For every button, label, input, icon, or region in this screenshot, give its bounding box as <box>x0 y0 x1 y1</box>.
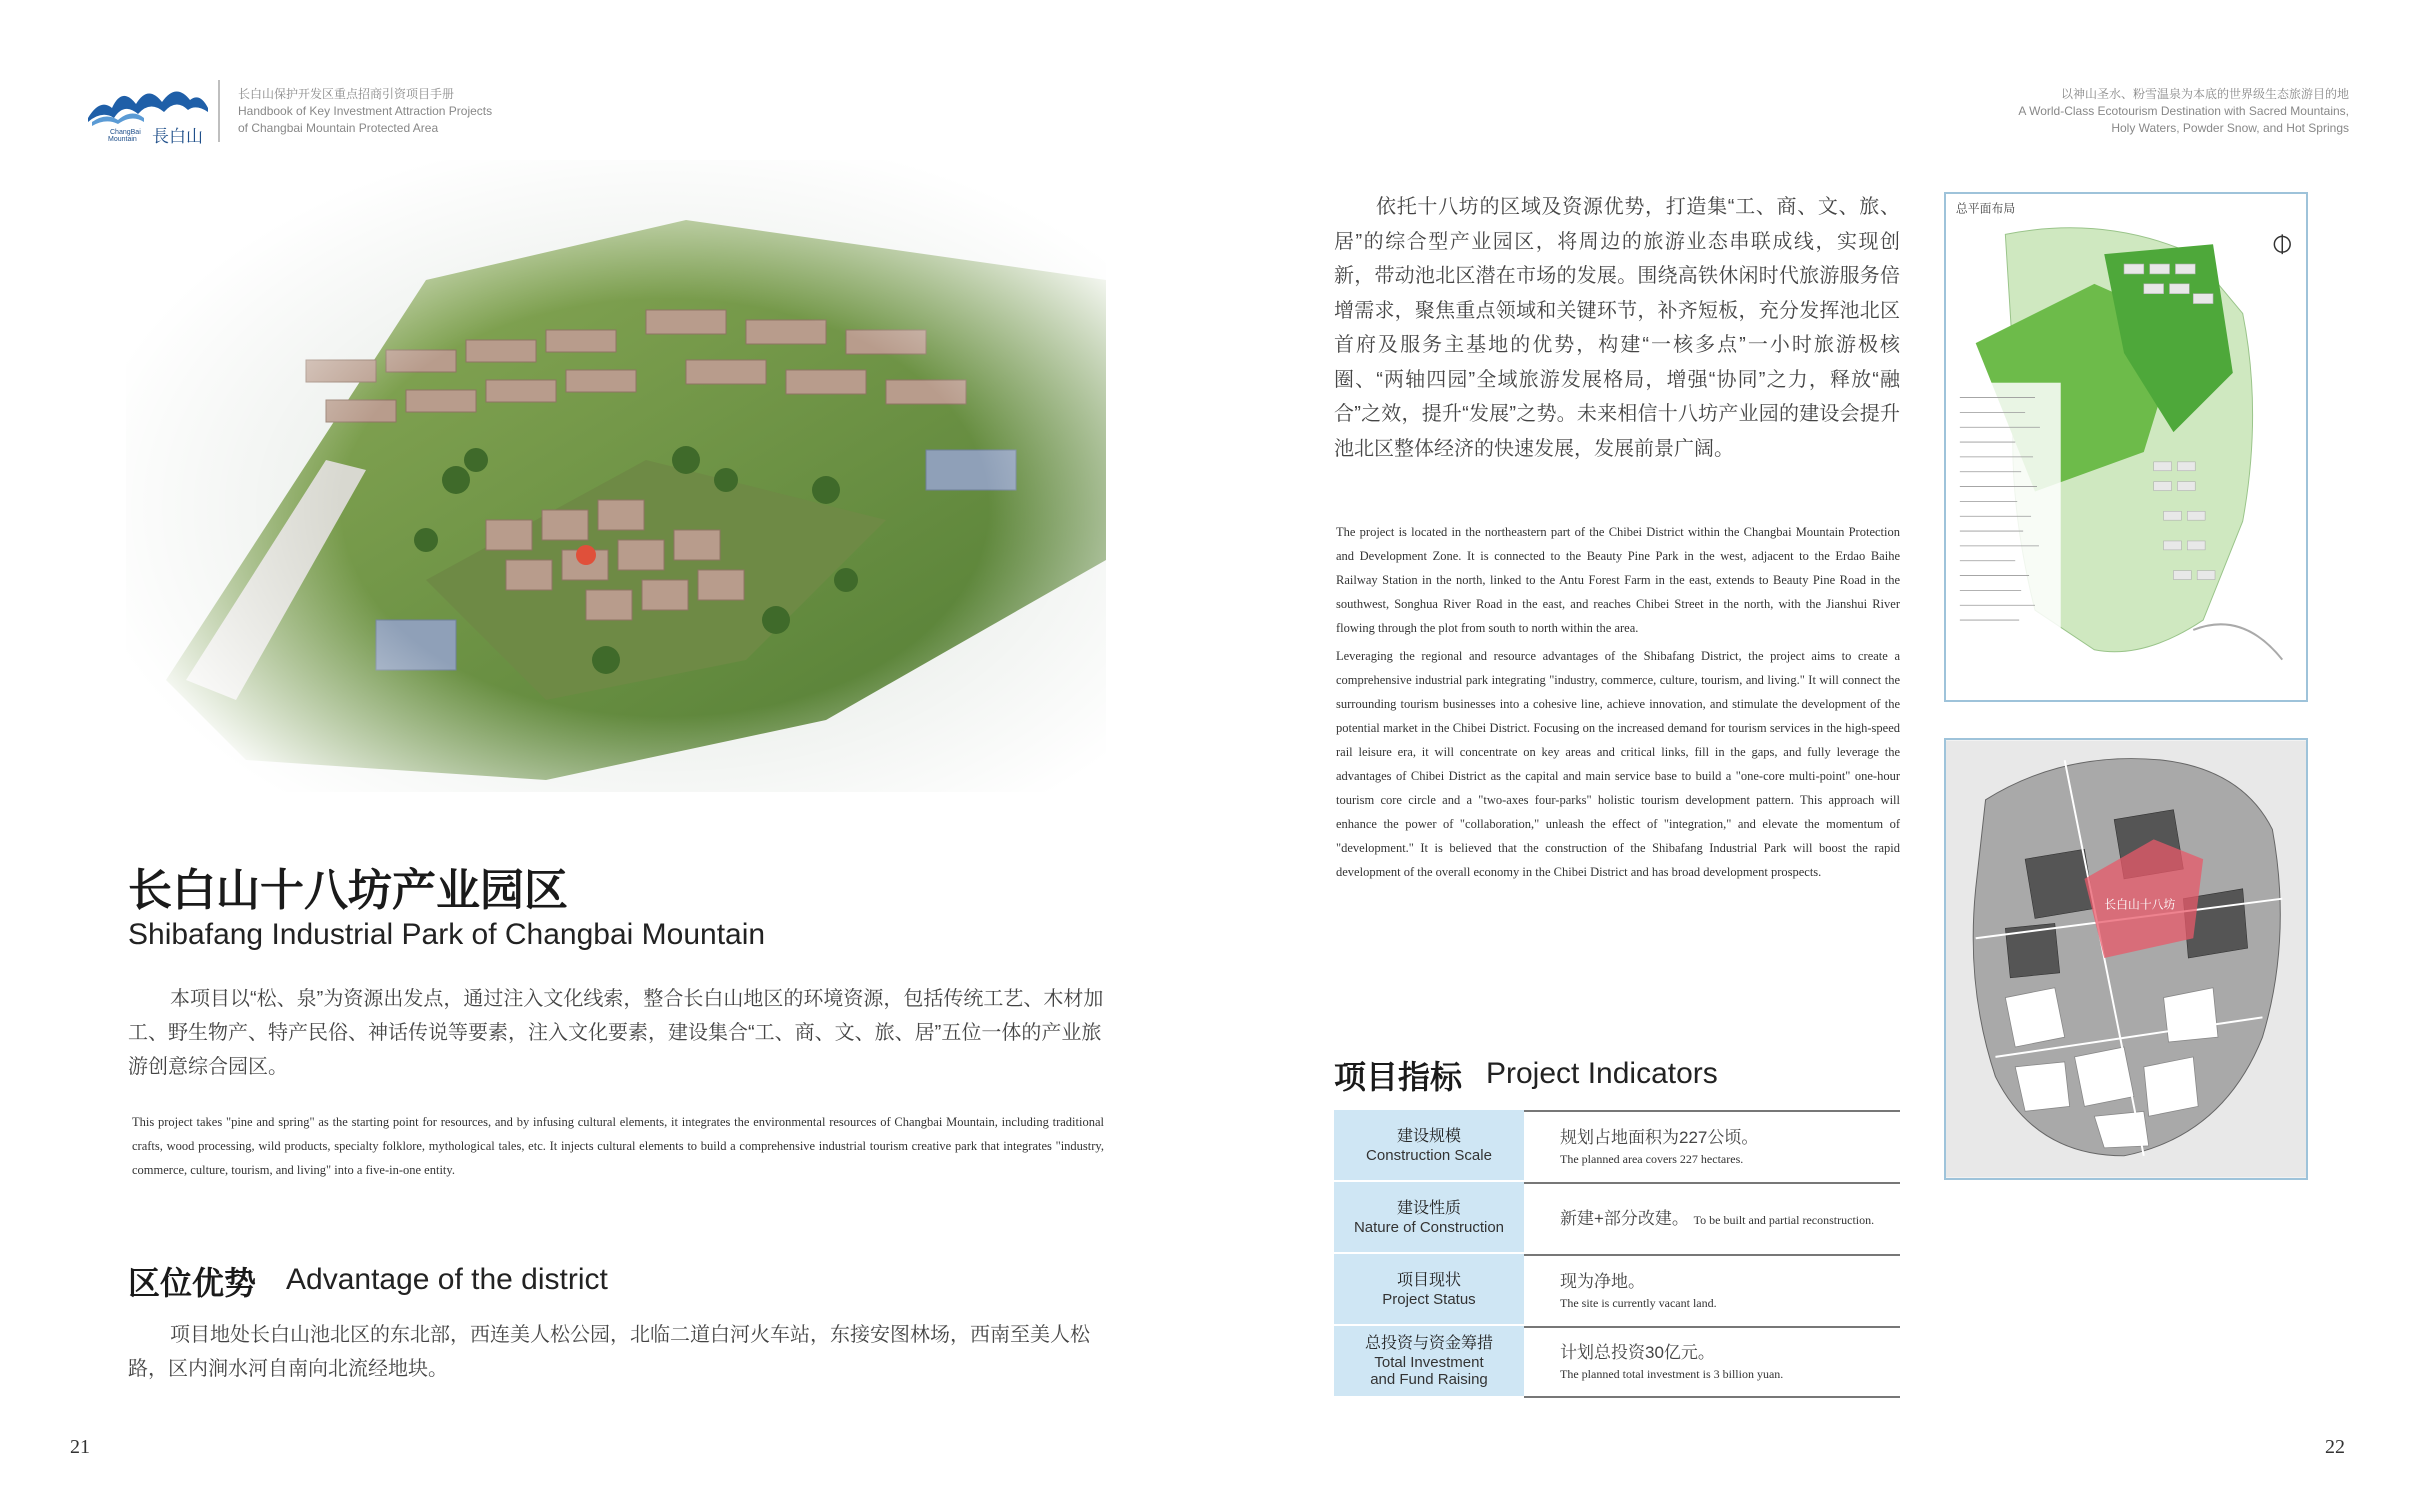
indicator-label-en: Nature of Construction <box>1353 1218 1505 1236</box>
indicator-value-line <box>1560 1207 1900 1232</box>
slogan-en-2: Holy Waters, Powder Snow, and Hot Springs <box>2111 121 2349 135</box>
slogan-en-1: A World-Class Ecotourism Destination with Sacred Mountains, <box>2018 104 2349 118</box>
handbook-title-cn: 长白山保护开发区重点招商引资项目手册 <box>238 87 455 101</box>
indicator-label-en-2: and Fund Raising <box>1370 1371 1488 1388</box>
project-title-en: Shibafang Industrial Park of Changbai Mountain <box>128 918 766 951</box>
indicator-value-en: The planned total investment is 3 billion yuan. <box>1560 1367 1784 1381</box>
indicator-label-cn: 建设规模 <box>1396 1127 1461 1145</box>
svg-text:Mountain: Mountain <box>108 136 137 143</box>
handbook-title-en-1: Handbook of Key Investment Attraction Projects <box>238 104 493 118</box>
master-plan-map <box>1944 192 2308 702</box>
project-intro-cn: 本项目以“松、泉”为资源出发点，通过注入文化线索，整合长白山地区的环境资源，包括传统工艺、木材加工、野生物产、特产民俗、神话传说等要素，注入文化要素，建设集合“工、商、文、旅、居”五位一体的产业旅游创意综合园区。 <box>128 988 1104 1078</box>
indicator-row <box>1334 1182 1900 1254</box>
page-number-left: 21 <box>70 1436 90 1458</box>
indicator-value-en: The planned area covers 227 hectares. <box>1560 1152 1744 1166</box>
page-number-right: 22 <box>2325 1436 2345 1458</box>
indicator-label <box>1334 1254 1524 1326</box>
district-heading-en: Advantage of the district <box>286 1263 608 1296</box>
indicator-label-cn: 项目现状 <box>1396 1271 1461 1289</box>
location-map <box>1944 738 2308 1180</box>
district-text-cn: 项目地处长白山池北区的东北部，西连美人松公园，北临二道白河火车站，东接安图林场，西南至美人松路，区内涧水河自南向北流经地块。 <box>128 1324 1090 1380</box>
changbai-mountain-logo <box>86 78 212 144</box>
district-heading-cn: 区位优势 <box>128 1265 257 1301</box>
indicator-row <box>1334 1110 1900 1182</box>
svg-text:ChangBai: ChangBai <box>110 129 141 136</box>
indicators-table <box>1334 1110 1900 1398</box>
indicator-value <box>1524 1254 1900 1326</box>
indicator-value-cn: 计划总投资30亿元。 <box>1560 1343 1715 1362</box>
indicator-row <box>1334 1326 1900 1398</box>
handbook-title-en-2: of Changbai Mountain Protected Area <box>238 121 439 135</box>
indicator-label-en-1: Total Investment <box>1374 1354 1484 1371</box>
project-intro-en: This project takes "pine and spring" as the starting point for resources, and by infusing cultural elements, it integrates the environmental resources of Changbai Mountain, including traditional crafts, wood processing, wild products, specialty folklore, mythological tales, etc. It injects cultural elements to build a comprehensive industrial tourism creative park that integrates "industry, commerce, culture, tourism, and living" into a five-in-one entity. <box>132 1115 1104 1177</box>
svg-text:長白山: 長白山 <box>152 127 203 144</box>
indicator-value-en: To be built and partial reconstruction. <box>1693 1212 1875 1227</box>
svg-text:长白山十八坊: 长白山十八坊 <box>2104 897 2176 912</box>
district-text2-cn <box>1334 190 1900 466</box>
header-divider <box>218 80 220 142</box>
aerial-rendering-image <box>126 160 1106 792</box>
indicator-label-en: Project Status <box>1382 1290 1476 1308</box>
svg-text:总平面布局: 总平面布局 <box>1955 201 2016 216</box>
project-title-cn: 长白山十八坊产业园区 <box>128 865 568 916</box>
indicator-value <box>1524 1110 1900 1182</box>
indicator-label <box>1334 1182 1524 1254</box>
indicator-label-cn: 总投资与资金筹措 <box>1364 1335 1493 1352</box>
indicator-value-cn: 新建+部分改建。 <box>1560 1208 1689 1228</box>
indicator-label-en: Construction Scale <box>1366 1146 1492 1164</box>
indicator-row <box>1334 1254 1900 1326</box>
indicators-heading-cn: 项目指标 <box>1334 1059 1463 1095</box>
indicator-value-en: The site is currently vacant land. <box>1560 1296 1717 1310</box>
district-text-en <box>1336 520 1900 888</box>
indicator-label <box>1334 1110 1524 1182</box>
district-text-en-1: The project is located in the northeastern part of the Chibei District within the Changbai Mountain Protection and Development Zone. It is connected to the Beauty Pine Park in the west, adjacent to the Erdao Baihe Railway Station in the north, linked to the Antu Forest Farm in the east, extends to Beauty Pine Road in the southwest, Songhua River Road in the east, and reaches Chibei Street in the north, with the Jianshui River flowing through the plot from south to north within the area. <box>1336 525 1900 635</box>
handbook-title <box>238 86 492 137</box>
indicator-value-cn: 规划占地面积为227公顷。 <box>1560 1128 1759 1147</box>
slogan-cn: 以神山圣水、粉雪温泉为本底的世界级生态旅游目的地 <box>2060 87 2349 101</box>
district-text2-cn-paragraph: 依托十八坊的区域及资源优势，打造集“工、商、文、旅、居”的综合型产业园区，将周边的旅游业态串联成线，实现创新，带动池北区潜在市场的发展。围绕高铁休闲时代旅游服务倍增需求，聚焦重点领域和关键环节，补齐短板，充分发挥池北区首府及服务主基地的优势，构建“一核多点”一小时旅游极核圈、“两轴四园”全域旅游发展格局，增强“协同”之力，释放“融合”之效，提升“发展”之势。未来相信十八坊产业园的建设会提升池北区整体经济的快速发展，发展前景广阔。 <box>1334 196 1900 460</box>
indicator-label-cn: 建设性质 <box>1396 1199 1461 1217</box>
district-text-en-2: Leveraging the regional and resource advantages of the Shibafang District, the project aims to create a comprehensive industrial park integrating "industry, commerce, culture, tourism, and living." It will connect the surrounding tourism businesses into a cohesive line, achieve innovation, and stimulate the development of the potential market in the Chibei District. Focusing on the increased demand for tourism services in the high-speed rail leisure era, it will concentrate on key areas and critical links, fill in the gaps, and fully leverage the advantages of Chibei District as the capital and main service base to build a "one-core multi-point" one-hour tourism core circle and a "two-axes four-parks" holistic tourism development pattern. This approach will enhance the power of "collaboration," unleash the effect of "integration," and elevate the momentum of "development." It is believed that the construction of the Shibafang Industrial Park will boost the rapid development of the overall economy in the Chibei District and has broad development prospects. <box>1336 649 1900 879</box>
indicators-heading-en: Project Indicators <box>1486 1057 1718 1090</box>
indicator-value <box>1524 1326 1900 1398</box>
indicator-value-cn: 现为净地。 <box>1560 1272 1645 1291</box>
indicator-label <box>1334 1326 1524 1398</box>
slogan <box>2018 86 2349 137</box>
indicator-value <box>1524 1182 1900 1254</box>
